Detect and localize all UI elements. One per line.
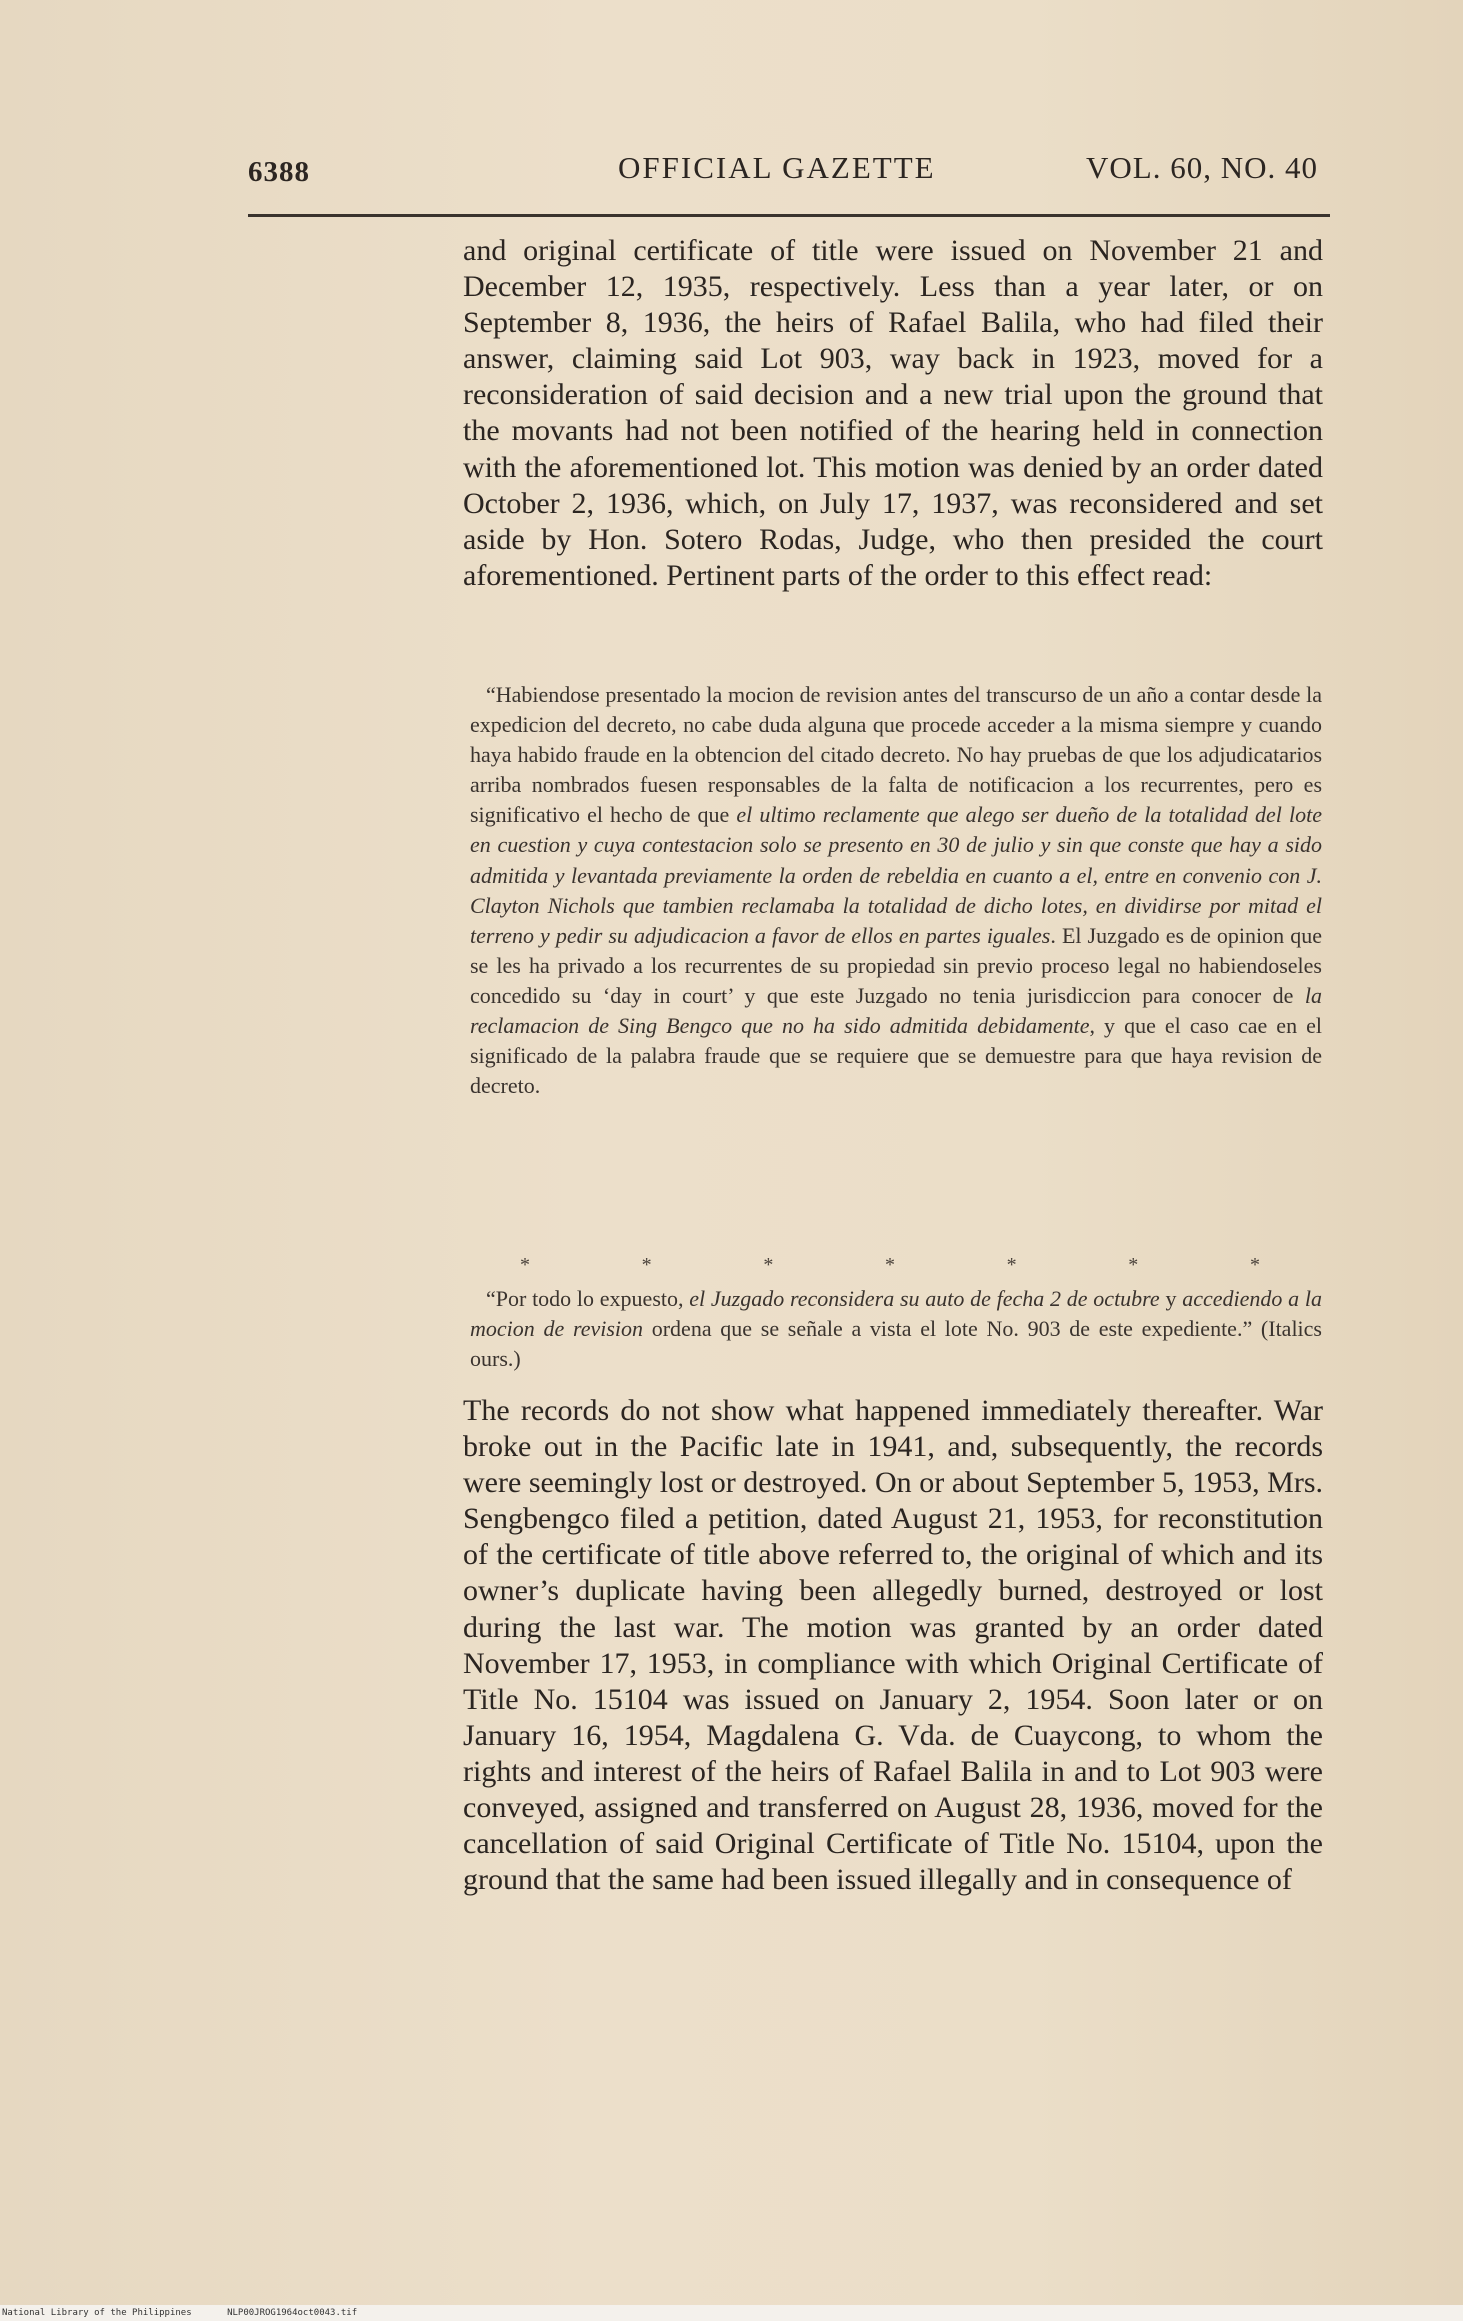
library-name: National Library of the Philippines xyxy=(2,2308,192,2318)
file-name: NLP00JROG1964oct0043.tif xyxy=(227,2308,358,2318)
publication-title: OFFICIAL GAZETTE xyxy=(618,150,936,185)
quote-1-italic-a: el ultimo reclamente que alego ser dueño de la totalidad del lote en cuestion y cuya contestacion solo se presento en 30 de julio y sin que conste que hay a sido admitida y levantada previamente la orden de rebeldia en cuanto a el, entre en convenio con J. Clayton Nichols que tambien reclamaba la totalidad de dicho lotes, en dividirse por mitad el terreno y pedir su adjudicacion a favor de ellos en partes iguales xyxy=(470,802,1322,948)
volume-number: VOL. 60, NO. 40 xyxy=(1086,150,1318,185)
quote-2-text-c: ordena que se señale a vista el lote No. 903 de este expediente.” (Italics ours.) xyxy=(470,1316,1322,1372)
quote-2-text-a: “Por todo lo expuesto, xyxy=(486,1286,690,1311)
quote-1 xyxy=(470,680,1322,1101)
page-number: 6388 xyxy=(248,156,310,188)
separator-star: * xyxy=(1249,1254,1260,1276)
paragraph-1: and original certificate of title were issued on November 21 and December 12, 1935, respectively. Less than a year later, or on September 8, 1936, the heirs of Rafael Balila, who had filed their answer, claiming said Lot 903, way back in 1923, moved for a reconsideration of said decision and a new trial upon the ground that the movants had not been notified of the hearing held in connection with the aforementioned lot. This motion was denied by an order dated October 2, 1936, which, on July 17, 1937, was reconsidered and set aside by Hon. Sotero Rodas, Judge, who then presided the court aforementioned. Pertinent parts of the order to this effect read: xyxy=(463,234,1323,592)
separator-star: * xyxy=(1128,1254,1139,1276)
separator-star: * xyxy=(763,1254,774,1276)
separator-star: * xyxy=(641,1254,652,1276)
quote-1-text-a: “Habiendose presentado la mocion de revision antes del transcurso de un año a contar desde la expedicion del decreto, no cabe duda alguna que procede acceder a la misma siempre y cuando haya habido fraude en la obtencion del citado decreto. No hay pruebas de que los adjudicatarios arriba nombrados fuesen responsables de la falta de notificacion a los recurrentes, pero es significativo el hecho de que xyxy=(470,682,1322,828)
separator-star: * xyxy=(520,1254,530,1276)
quote-1-text-b: . El Juzgado es de opinion que se les ha privado a los recurrentes de su propiedad sin previo proceso legal no habiendoseles concedido su ‘day in court’ y que este Juzgado no tenia jurisdiccion para conocer de xyxy=(470,922,1322,1008)
page-header xyxy=(248,150,1320,200)
separator-star: * xyxy=(1006,1254,1017,1276)
quote-1-text-c: , y que el caso cae en el significado de la palabra fraude que se requiere que se demuestre para que haya revision de decreto. xyxy=(470,1013,1322,1099)
quote-2-text-b: y xyxy=(1159,1286,1183,1311)
quote-2-italic-a: el Juzgado reconsidera su auto de fecha 2 de octubre xyxy=(689,1286,1160,1311)
paragraph-2: The records do not show what happened immediately thereafter. War broke out in the Pacific late in 1941, and, subsequently, the records were seemingly lost or destroyed. On or about September 5, 1953, Mrs. Sengbengco filed a petition, dated August 21, 1953, for reconstitution of the certificate of title above referred to, the original of which and its owner’s duplicate having been allegedly burned, destroyed or lost during the last war. The motion was granted by an order dated November 17, 1953, in compliance with which Original Certificate of Title No. 15104 was issued on January 2, 1954. Soon later or on January 16, 1954, Magdalena G. Vda. de Cuaycong, to whom the rights and interest of the heirs of Rafael Balila in and to Lot 903 were conveyed, assigned and transferred on August 28, 1936, moved for the cancellation of said Original Certificate of Title No. 15104, upon the ground that the same had been issued illegally and in consequence of xyxy=(463,1394,1323,1897)
scan-footer xyxy=(0,2305,1463,2321)
header-rule xyxy=(248,214,1330,217)
quote-2 xyxy=(470,1284,1322,1374)
ellipsis-separator xyxy=(520,1254,1260,1277)
separator-star: * xyxy=(884,1254,895,1276)
quote-2-italic-b: accediendo a la mocion de revision xyxy=(470,1286,1322,1342)
quote-1-italic-b: la reclamacion de Sing Bengco que no ha sido admitida debidamente xyxy=(470,982,1322,1039)
